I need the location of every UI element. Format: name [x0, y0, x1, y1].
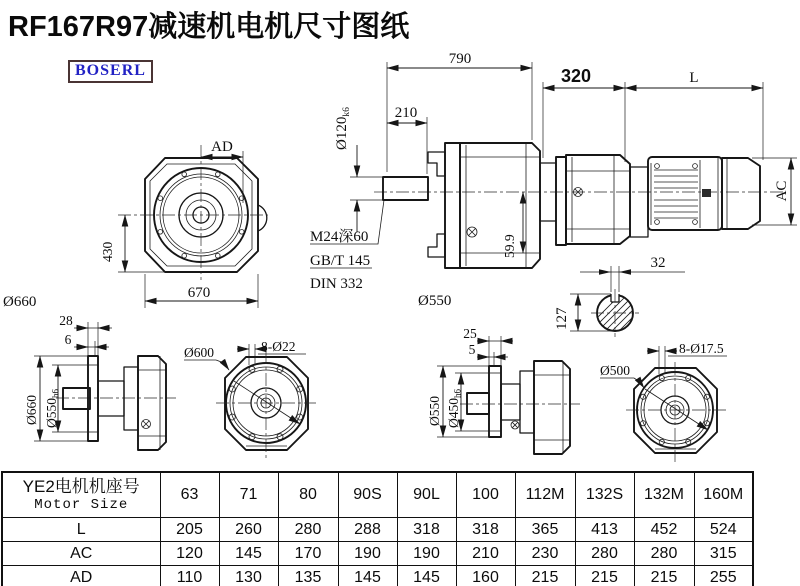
thread-note-line3: DIN 332	[310, 276, 363, 292]
table-cell: 215	[575, 566, 634, 586]
column-header: 80	[278, 472, 338, 518]
dim-5: 5	[468, 342, 476, 357]
header-cn: YE2电机机座号	[22, 476, 140, 496]
table-cell: 260	[219, 518, 278, 542]
table-cell: 145	[219, 542, 278, 566]
dim-25: 25	[463, 326, 477, 341]
table-cell: 315	[694, 542, 753, 566]
table-cell: 452	[634, 518, 694, 542]
table-cell: 190	[338, 542, 397, 566]
dim-127: 127	[554, 307, 570, 330]
thread-note-line1: M24深60	[310, 229, 369, 245]
table-cell: 215	[634, 566, 694, 586]
row-label: AD	[2, 566, 160, 586]
column-header: 100	[456, 472, 515, 518]
table-cell: 318	[456, 518, 515, 542]
table-cell: 365	[515, 518, 575, 542]
column-header: 90L	[397, 472, 456, 518]
header-en: Motor Size	[34, 496, 129, 513]
brand-logo: BOSERL	[68, 60, 153, 83]
dim-450h6: Ø450h6	[446, 389, 463, 428]
shaft-key-section	[554, 255, 693, 345]
page-title: RF167R97减速机电机尺寸图纸	[8, 11, 410, 43]
table-cell: 160	[456, 566, 515, 586]
drain-plug-icon	[142, 420, 151, 429]
bolt-holes-label-output: 8-Ø22	[261, 339, 296, 354]
table-cell: 145	[338, 566, 397, 586]
table-cell: 210	[456, 542, 515, 566]
table-cell: 280	[634, 542, 694, 566]
column-header: 71	[219, 472, 278, 518]
table-row-ad	[2, 566, 753, 586]
dim-ad: AD	[211, 139, 233, 155]
dim-600: Ø600	[184, 345, 214, 360]
column-header: 160M	[694, 472, 753, 518]
table-cell: 280	[575, 542, 634, 566]
table-cell: 130	[219, 566, 278, 586]
output-flange-view	[184, 339, 316, 458]
table-cell: 205	[160, 518, 219, 542]
table-cell: 135	[278, 566, 338, 586]
front-view	[100, 139, 268, 308]
table-cell: 120	[160, 542, 219, 566]
motor-size-table	[1, 471, 754, 586]
oil-plug-icon	[467, 227, 477, 237]
output-dia-callout: Ø660	[3, 294, 37, 310]
dim-320: 320	[560, 66, 592, 86]
table-row-ac	[2, 542, 753, 566]
row-label: AC	[2, 542, 160, 566]
dim-28: 28	[59, 313, 73, 328]
table-cell: 288	[338, 518, 397, 542]
table-cell: 230	[515, 542, 575, 566]
shaft-diameter-label: $Ø120_{k6}$	[334, 107, 352, 150]
dim-550: Ø550	[427, 396, 442, 426]
dim-670: 670	[187, 285, 211, 301]
gearbox-side-view	[310, 51, 784, 309]
dim-32: 32	[650, 255, 666, 271]
dim-ac: AC	[774, 180, 790, 202]
dim-59-9: 59.9	[502, 234, 517, 258]
table-cell: 170	[278, 542, 338, 566]
dim-6: 6	[64, 332, 72, 347]
table-row-l	[2, 518, 753, 542]
table-cell: 255	[694, 566, 753, 586]
table-cell: 524	[694, 518, 753, 542]
dim-790: 790	[448, 51, 472, 67]
motor-nameplate	[702, 189, 711, 197]
dim-660: Ø660	[24, 395, 39, 425]
input-shaft-side-view	[427, 326, 580, 454]
column-header: 90S	[338, 472, 397, 518]
table-cell: 145	[397, 566, 456, 586]
table-cell: 190	[397, 542, 456, 566]
dim-550h6: Ø550h6	[44, 389, 61, 428]
column-header: 112M	[515, 472, 575, 518]
drain-plug-icon	[511, 421, 519, 429]
column-header: 63	[160, 472, 219, 518]
dim-210: 210	[394, 105, 418, 121]
column-header: 132M	[634, 472, 694, 518]
output-shaft-side-view	[3, 294, 176, 450]
column-header: 132S	[575, 472, 634, 518]
dim-500: Ø500	[600, 363, 630, 378]
table-cell: 110	[160, 566, 219, 586]
row-label: L	[2, 518, 160, 542]
motor-side-view	[543, 66, 797, 237]
table-cell: 318	[397, 518, 456, 542]
bolt-holes-label-input: 8-Ø17.5	[679, 341, 724, 356]
input-flange-view	[600, 341, 727, 462]
table-cell: 413	[575, 518, 634, 542]
thread-note-line2: GB/T 145	[310, 253, 371, 269]
table-cell: 215	[515, 566, 575, 586]
table-cell: 280	[278, 518, 338, 542]
table-header-row	[2, 472, 753, 518]
table-header-motor-size	[2, 472, 160, 518]
dim-l: L	[689, 70, 699, 86]
dim-430: 430	[100, 241, 115, 262]
gearbox-flange-dia-label: Ø550	[418, 293, 452, 309]
